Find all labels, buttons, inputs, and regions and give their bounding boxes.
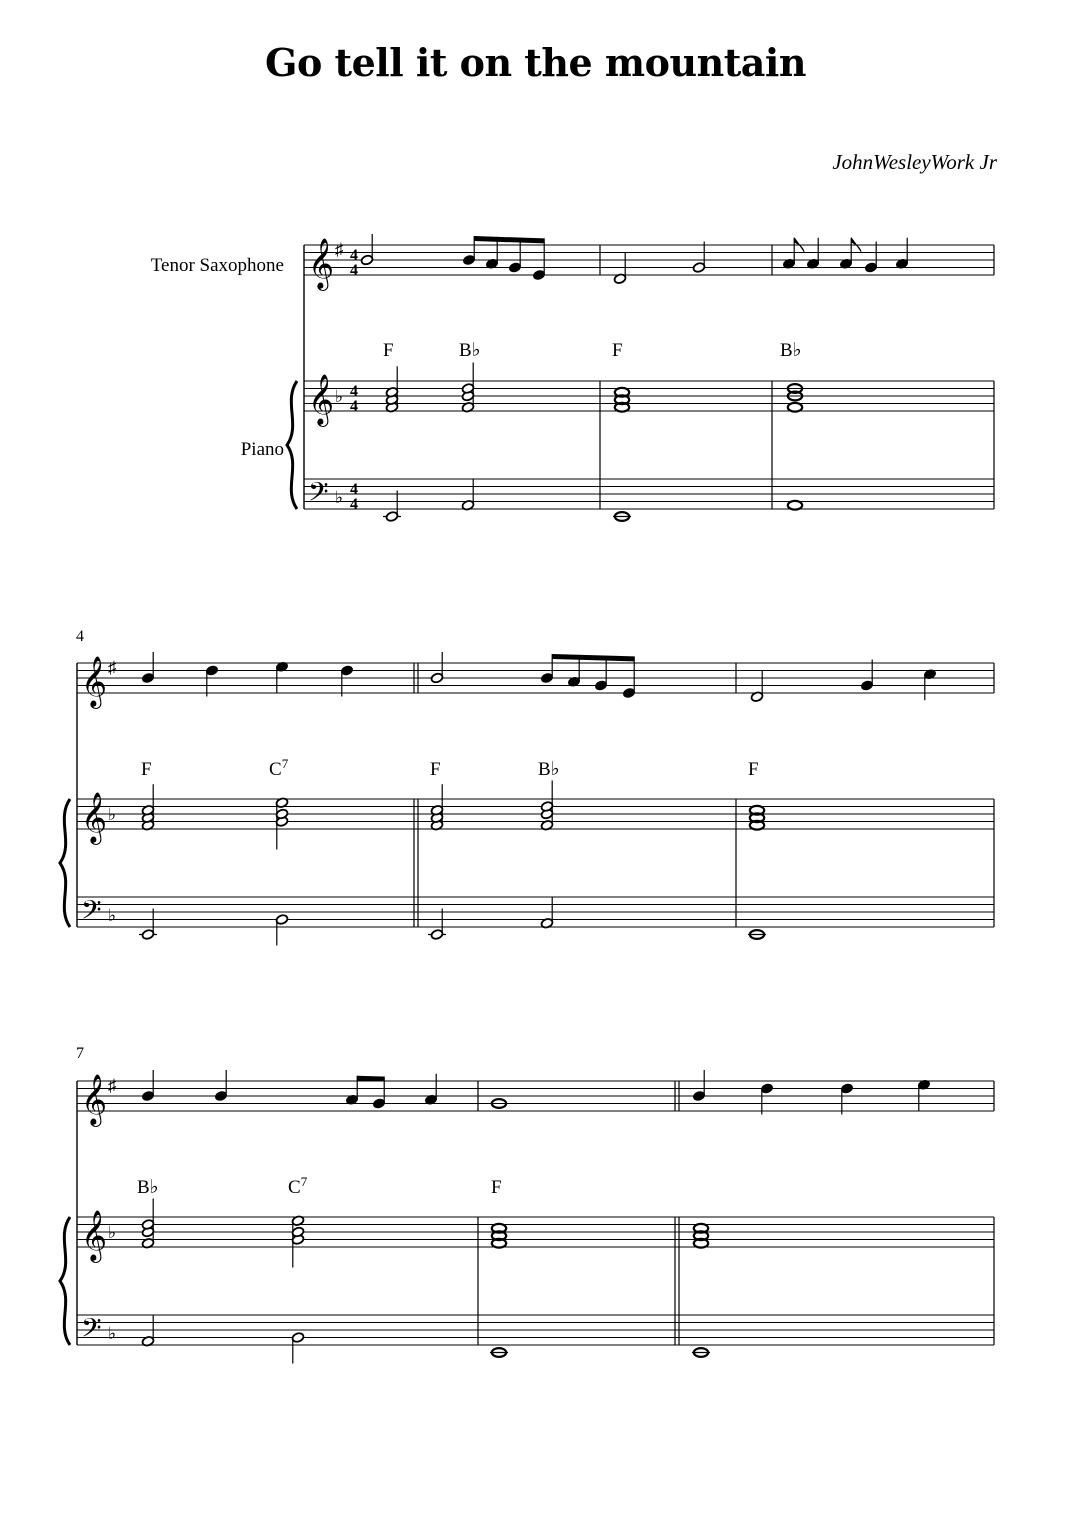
- notation-layer: [60, 234, 994, 1364]
- chord-symbol: F: [430, 759, 441, 780]
- treble-clef-icon: 𝄞: [81, 657, 108, 706]
- time-signature: 4: [350, 247, 358, 264]
- measure-number-7: 7: [76, 1045, 84, 1062]
- score-title: Go tell it on the mountain: [265, 40, 806, 85]
- chord-symbol: $C^7$: [288, 1174, 308, 1198]
- chord-symbol: F: [612, 340, 623, 361]
- composer-credit: JohnWesleyWork Jr: [832, 150, 997, 174]
- treble-clef-icon: 𝄞: [81, 1211, 108, 1260]
- measure-number-4: 4: [76, 628, 84, 645]
- flat-icon: ♭: [108, 805, 117, 824]
- chord-symbol: F: [491, 1177, 502, 1198]
- treble-clef-icon: 𝄞: [308, 239, 335, 288]
- bass-clef-icon: 𝄢: [81, 895, 102, 931]
- chord-symbol: F: [141, 759, 152, 780]
- flat-icon: ♭: [108, 906, 117, 925]
- treble-clef-icon: 𝄞: [308, 375, 335, 424]
- flat-icon: ♭: [335, 387, 344, 406]
- brace-icon: [60, 799, 70, 927]
- chord-symbol: $C^7$: [269, 756, 289, 780]
- treble-clef-icon: 𝄞: [81, 1075, 108, 1124]
- brace-icon: [60, 1217, 70, 1345]
- sharp-icon: ♯: [335, 240, 344, 259]
- chord-symbol: F: [748, 759, 759, 780]
- time-signature: 4: [350, 398, 358, 415]
- brace-icon: [287, 381, 297, 509]
- beam: [474, 236, 544, 243]
- flat-icon: ♭: [335, 488, 344, 507]
- time-signature: 4: [350, 262, 358, 279]
- chord-symbol: B♭: [780, 340, 802, 361]
- sharp-icon: ♯: [108, 1076, 117, 1095]
- beam: [552, 654, 634, 661]
- time-signature: 4: [350, 496, 358, 513]
- chord-symbol: F: [383, 340, 394, 361]
- time-signature: 4: [350, 481, 358, 498]
- beam: [357, 1076, 384, 1082]
- whole-notehead: [788, 501, 802, 510]
- instrument-label-sax: Tenor Saxophone: [150, 255, 284, 276]
- chord-symbol: B♭: [538, 759, 560, 780]
- flat-icon: ♭: [108, 1324, 117, 1343]
- treble-clef-icon: 𝄞: [81, 793, 108, 842]
- instrument-label-piano: Piano: [240, 439, 284, 460]
- chord-symbol: B♭: [459, 340, 481, 361]
- chord-symbol: B♭: [137, 1177, 159, 1198]
- sharp-icon: ♯: [108, 658, 117, 677]
- bass-clef-icon: 𝄢: [81, 1313, 102, 1349]
- whole-notehead: [788, 403, 802, 412]
- time-signature: 4: [350, 383, 358, 400]
- flat-icon: ♭: [108, 1223, 117, 1242]
- bass-clef-icon: 𝄢: [308, 477, 329, 513]
